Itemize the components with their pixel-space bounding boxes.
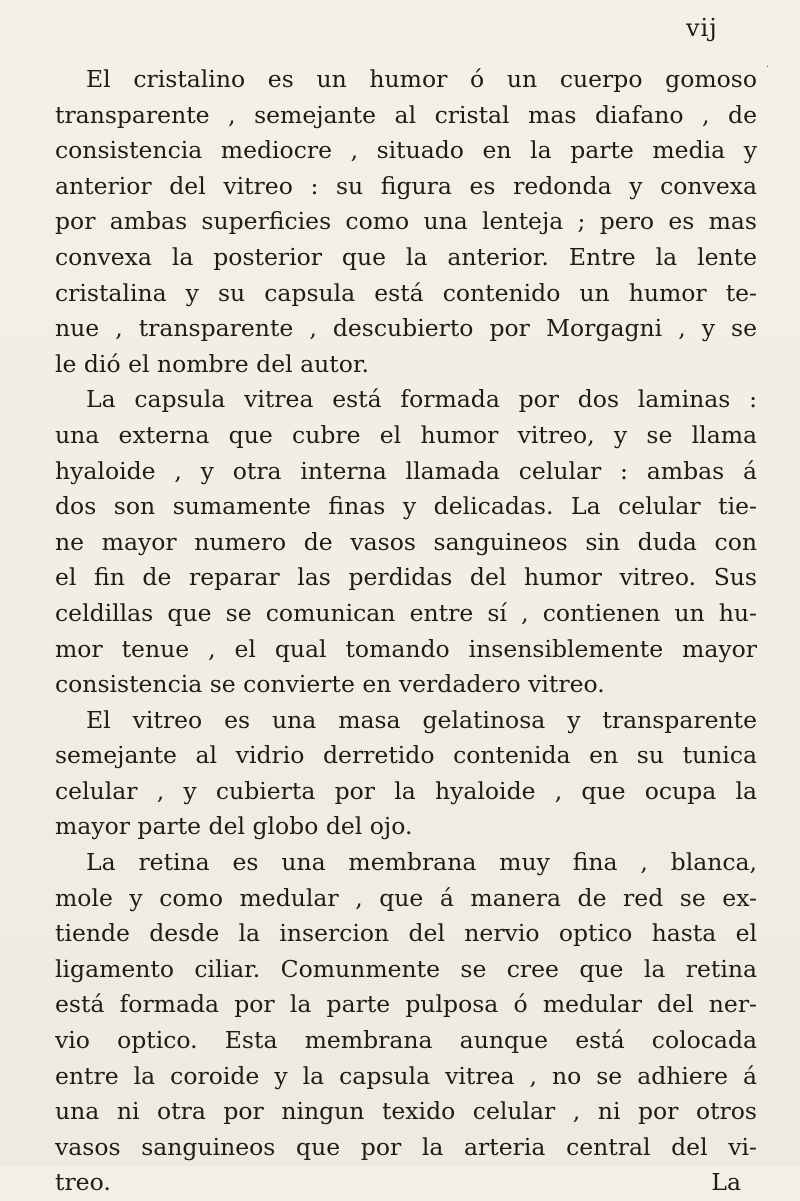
catchword: La xyxy=(711,1168,741,1197)
text-line: tiende desde la insercion del nervio optico hasta el xyxy=(55,919,757,948)
text-line: El vitreo es una masa gelatinosa y transparente xyxy=(86,705,757,734)
text-line: vio optico. Esta membrana aunque está colocada xyxy=(55,1026,757,1055)
text-line: anterior del vitreo : su figura es redonda y convexa xyxy=(55,171,757,200)
text-line: consistencia se convierte en verdadero vitreo. xyxy=(55,670,605,699)
text-line: semejante al vidrio derretido contenida en su tunica xyxy=(55,741,757,770)
margin-mark: · xyxy=(766,62,770,73)
text-line: mayor parte del globo del ojo. xyxy=(55,812,413,841)
text-line: celular , y cubierta por la hyaloide , que ocupa la xyxy=(55,776,757,805)
text-line: entre la coroide y la capsula vitrea , no se adhiere á xyxy=(55,1061,757,1090)
text-line: nue , transparente , descubierto por Morgagni , y se xyxy=(55,314,757,343)
text-line: El cristalino es un humor ó un cuerpo gomoso xyxy=(86,65,757,93)
text-line: mor tenue , el qual tomando insensiblemente mayor xyxy=(55,634,757,663)
text-line: celdillas que se comunican entre sí , contienen un hu- xyxy=(55,598,757,627)
text-line xyxy=(55,1165,757,1201)
text-line: hyaloide , y otra interna llamada celular : ambas á xyxy=(55,456,757,485)
text-line: por ambas superficies como una lenteja ; pero es mas xyxy=(55,207,757,236)
text-line: mole y como medular , que á manera de red se ex- xyxy=(55,883,757,912)
text-line: una ni otra por ningun texido celular , ni por otros xyxy=(55,1097,757,1126)
text-line: le dió el nombre del autor. xyxy=(55,349,369,378)
text-line: transparente , semejante al cristal mas diafano , de xyxy=(55,100,757,129)
text-line: cristalina y su capsula está contenido un humor te- xyxy=(55,278,757,307)
body-text xyxy=(55,62,757,1201)
text-line: una externa que cubre el humor vitreo, y se llama xyxy=(55,420,757,449)
text-line: ne mayor numero de vasos sanguineos sin duda con xyxy=(55,527,757,556)
text-line: está formada por la parte pulposa ó medular del ner- xyxy=(55,990,757,1019)
text-line: consistencia mediocre , situado en la parte media y xyxy=(55,136,757,165)
page-number: vij xyxy=(686,14,718,42)
text-line: La retina es una membrana muy fina , blanca, xyxy=(86,848,757,877)
text-line-end: treo. xyxy=(55,1168,111,1197)
text-line: el fin de reparar las perdidas del humor vitreo. Sus xyxy=(55,563,757,592)
text-line: La capsula vitrea está formada por dos laminas : xyxy=(86,385,757,414)
text-line: convexa la posterior que la anterior. Entre la lente xyxy=(55,242,757,271)
text-line: vasos sanguineos que por la arteria central del vi- xyxy=(55,1132,757,1161)
text-line: dos son sumamente finas y delicadas. La celular tie- xyxy=(55,492,757,521)
text-line: ligamento ciliar. Comunmente se cree que la retina xyxy=(55,954,757,983)
